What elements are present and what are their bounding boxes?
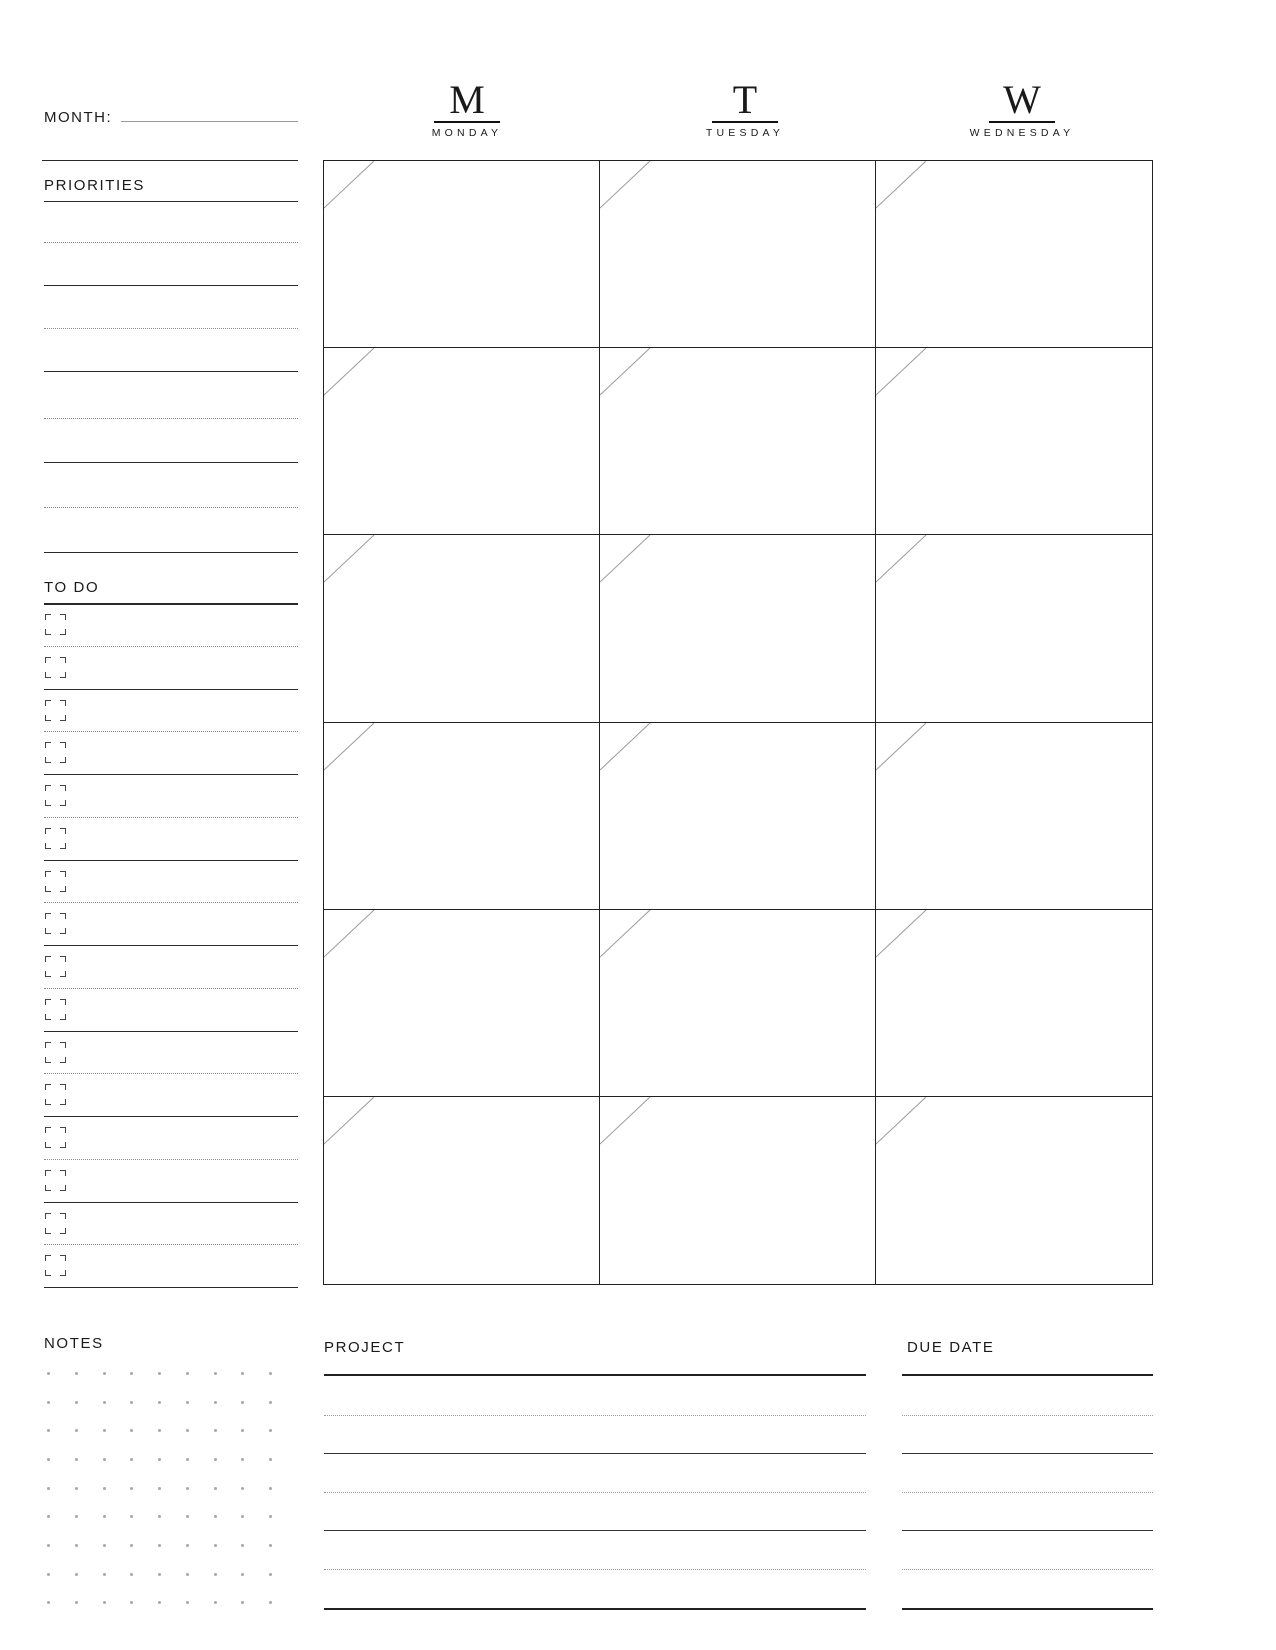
priority-line[interactable] <box>44 507 298 508</box>
todo-checkbox[interactable] <box>45 871 66 892</box>
todo-line[interactable] <box>44 1116 298 1117</box>
priority-line[interactable] <box>44 242 298 243</box>
note-dot <box>47 1401 50 1404</box>
day-cell[interactable] <box>324 1097 600 1284</box>
todo-checkbox[interactable] <box>45 1255 66 1276</box>
day-cell[interactable] <box>324 723 600 910</box>
due-date-line[interactable] <box>902 1415 1153 1416</box>
note-dot <box>186 1573 189 1576</box>
note-dot <box>75 1458 78 1461</box>
day-cell[interactable] <box>876 161 1152 348</box>
note-dot <box>241 1401 244 1404</box>
todo-line[interactable] <box>44 1287 298 1288</box>
date-corner-slash <box>876 910 928 958</box>
note-dot <box>75 1515 78 1518</box>
notes-dot-grid[interactable] <box>47 1372 297 1630</box>
note-dot <box>241 1458 244 1461</box>
calendar-grid <box>323 160 1153 1285</box>
todo-line[interactable] <box>44 817 298 818</box>
todo-checkbox[interactable] <box>45 1042 66 1063</box>
date-corner-slash <box>324 161 376 209</box>
priority-line[interactable] <box>44 371 298 372</box>
priority-line[interactable] <box>44 328 298 329</box>
day-cell[interactable] <box>600 161 876 348</box>
note-dot <box>241 1487 244 1490</box>
date-corner-slash <box>600 535 652 583</box>
note-dot <box>130 1573 133 1576</box>
day-cell[interactable] <box>876 348 1152 535</box>
note-dot <box>214 1544 217 1547</box>
note-dot <box>158 1573 161 1576</box>
notes-label: NOTES <box>44 1335 104 1352</box>
due-date-line[interactable] <box>902 1608 1153 1610</box>
date-corner-slash <box>600 910 652 958</box>
todo-rule <box>44 603 298 605</box>
day-name: MONDAY <box>431 127 503 139</box>
day-cell[interactable] <box>324 348 600 535</box>
note-dot <box>186 1401 189 1404</box>
day-header-tuesday <box>607 77 883 139</box>
priority-line[interactable] <box>44 462 298 463</box>
note-dot <box>269 1372 272 1375</box>
date-corner-slash <box>876 348 928 396</box>
due-date-line[interactable] <box>902 1492 1153 1493</box>
day-name: TUESDAY <box>705 127 785 139</box>
note-dot <box>214 1401 217 1404</box>
date-corner-slash <box>876 535 928 583</box>
note-dot <box>130 1601 133 1604</box>
note-dot <box>186 1372 189 1375</box>
note-dot <box>269 1487 272 1490</box>
note-dot <box>214 1429 217 1432</box>
project-line[interactable] <box>324 1608 866 1610</box>
note-dot <box>130 1515 133 1518</box>
priority-line[interactable] <box>44 418 298 419</box>
todo-checkbox[interactable] <box>45 1170 66 1191</box>
note-dot <box>130 1458 133 1461</box>
project-line[interactable] <box>324 1569 866 1570</box>
note-dot <box>130 1401 133 1404</box>
note-dot <box>241 1515 244 1518</box>
due-date-label: DUE DATE <box>907 1339 995 1356</box>
note-dot <box>103 1601 106 1604</box>
note-dot <box>47 1372 50 1375</box>
due-date-rule <box>902 1374 1153 1376</box>
note-dot <box>75 1573 78 1576</box>
note-dot <box>158 1515 161 1518</box>
note-dot <box>47 1573 50 1576</box>
date-corner-slash <box>324 910 376 958</box>
todo-checkbox[interactable] <box>45 828 66 849</box>
project-line[interactable] <box>324 1453 866 1454</box>
todo-checkbox[interactable] <box>45 614 66 635</box>
todo-checkbox[interactable] <box>45 1127 66 1148</box>
day-cell[interactable] <box>600 535 876 722</box>
project-rule <box>324 1374 866 1376</box>
todo-line[interactable] <box>44 1073 298 1074</box>
day-letter: M <box>449 77 485 122</box>
note-dot <box>241 1573 244 1576</box>
day-cell[interactable] <box>600 723 876 910</box>
note-dot <box>158 1401 161 1404</box>
note-dot <box>186 1544 189 1547</box>
sidebar-top-rule <box>42 160 298 161</box>
todo-checkbox[interactable] <box>45 956 66 977</box>
todo-checkbox[interactable] <box>45 700 66 721</box>
todo-line[interactable] <box>44 774 298 775</box>
note-dot <box>186 1458 189 1461</box>
note-dot <box>186 1487 189 1490</box>
note-dot <box>158 1544 161 1547</box>
note-dot <box>186 1515 189 1518</box>
note-dot <box>214 1372 217 1375</box>
todo-line[interactable] <box>44 689 298 690</box>
note-dot <box>186 1601 189 1604</box>
note-dot <box>269 1573 272 1576</box>
date-corner-slash <box>600 161 652 209</box>
day-cell[interactable] <box>324 535 600 722</box>
note-dot <box>75 1401 78 1404</box>
day-cell[interactable] <box>876 910 1152 1097</box>
note-dot <box>75 1372 78 1375</box>
day-cell[interactable] <box>600 1097 876 1284</box>
note-dot <box>214 1515 217 1518</box>
note-dot <box>241 1544 244 1547</box>
note-dot <box>103 1372 106 1375</box>
todo-line[interactable] <box>44 731 298 732</box>
day-header-monday <box>329 77 605 139</box>
date-corner-slash <box>324 723 376 771</box>
note-dot <box>103 1458 106 1461</box>
priority-line[interactable] <box>44 285 298 286</box>
note-dot <box>47 1544 50 1547</box>
project-label: PROJECT <box>324 1339 406 1356</box>
todo-label: TO DO <box>44 579 100 596</box>
note-dot <box>130 1544 133 1547</box>
note-dot <box>47 1601 50 1604</box>
note-dot <box>103 1429 106 1432</box>
project-line[interactable] <box>324 1415 866 1416</box>
note-dot <box>241 1429 244 1432</box>
date-corner-slash <box>600 723 652 771</box>
todo-line[interactable] <box>44 988 298 989</box>
day-cell[interactable] <box>876 723 1152 910</box>
date-corner-slash <box>600 348 652 396</box>
todo-line[interactable] <box>44 945 298 946</box>
note-dot <box>103 1544 106 1547</box>
note-dot <box>47 1515 50 1518</box>
note-dot <box>158 1487 161 1490</box>
note-dot <box>269 1429 272 1432</box>
todo-checkbox[interactable] <box>45 742 66 763</box>
day-cell[interactable] <box>324 910 600 1097</box>
priority-line[interactable] <box>44 552 298 553</box>
note-dot <box>214 1573 217 1576</box>
note-dot <box>130 1372 133 1375</box>
date-corner-slash <box>876 723 928 771</box>
note-dot <box>47 1429 50 1432</box>
note-dot <box>158 1458 161 1461</box>
note-dot <box>75 1544 78 1547</box>
day-letter: W <box>1003 77 1041 122</box>
due-date-line[interactable] <box>902 1569 1153 1570</box>
note-dot <box>269 1458 272 1461</box>
todo-checkbox[interactable] <box>45 785 66 806</box>
priorities-label: PRIORITIES <box>44 177 146 194</box>
note-dot <box>158 1372 161 1375</box>
todo-line[interactable] <box>44 902 298 903</box>
note-dot <box>214 1487 217 1490</box>
todo-line[interactable] <box>44 1202 298 1203</box>
day-cell[interactable] <box>324 161 600 348</box>
note-dot <box>269 1544 272 1547</box>
note-dot <box>75 1429 78 1432</box>
day-cell[interactable] <box>876 535 1152 722</box>
month-label: MONTH: <box>44 109 113 126</box>
note-dot <box>103 1401 106 1404</box>
note-dot <box>130 1429 133 1432</box>
date-corner-slash <box>600 1097 652 1145</box>
note-dot <box>269 1401 272 1404</box>
day-letter: T <box>732 77 758 122</box>
note-dot <box>241 1601 244 1604</box>
todo-checkbox[interactable] <box>45 1213 66 1234</box>
note-dot <box>130 1487 133 1490</box>
note-dot <box>158 1429 161 1432</box>
note-dot <box>47 1487 50 1490</box>
note-dot <box>75 1487 78 1490</box>
priorities-rule <box>44 201 298 202</box>
todo-checkbox[interactable] <box>45 657 66 678</box>
note-dot <box>214 1458 217 1461</box>
note-dot <box>186 1429 189 1432</box>
day-cell[interactable] <box>600 910 876 1097</box>
todo-checkbox[interactable] <box>45 1084 66 1105</box>
note-dot <box>269 1601 272 1604</box>
todo-line[interactable] <box>44 646 298 647</box>
todo-line[interactable] <box>44 1159 298 1160</box>
date-corner-slash <box>324 535 376 583</box>
due-date-line[interactable] <box>902 1453 1153 1454</box>
project-line[interactable] <box>324 1492 866 1493</box>
project-line[interactable] <box>324 1530 866 1531</box>
date-corner-slash <box>876 1097 928 1145</box>
todo-line[interactable] <box>44 860 298 861</box>
note-dot <box>103 1573 106 1576</box>
note-dot <box>158 1601 161 1604</box>
note-dot <box>47 1458 50 1461</box>
note-dot <box>241 1372 244 1375</box>
note-dot <box>103 1515 106 1518</box>
note-dot <box>103 1487 106 1490</box>
todo-line[interactable] <box>44 1244 298 1245</box>
todo-checkbox[interactable] <box>45 913 66 934</box>
todo-checkbox[interactable] <box>45 999 66 1020</box>
date-corner-slash <box>876 161 928 209</box>
note-dot <box>269 1515 272 1518</box>
note-dot <box>214 1601 217 1604</box>
todo-line[interactable] <box>44 1031 298 1032</box>
note-dot <box>75 1601 78 1604</box>
month-write-line[interactable] <box>121 121 298 122</box>
day-header-wednesday <box>884 77 1160 139</box>
due-date-line[interactable] <box>902 1530 1153 1531</box>
date-corner-slash <box>324 1097 376 1145</box>
day-cell[interactable] <box>876 1097 1152 1284</box>
day-name: WEDNESDAY <box>969 127 1075 139</box>
date-corner-slash <box>324 348 376 396</box>
day-cell[interactable] <box>600 348 876 535</box>
